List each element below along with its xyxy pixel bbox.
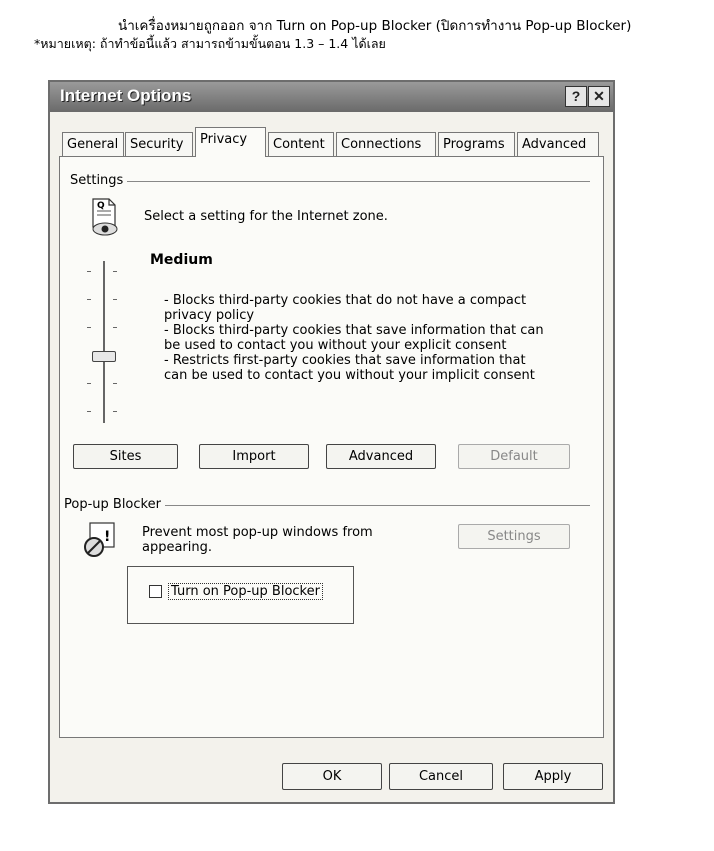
note-caption: *หมายเหตุ: ถ้าทำข้อนี้แล้ว สามารถข้ามขั้นตอน 1.3 – 1.4 ได้เลย	[34, 36, 386, 51]
privacy-desc-line-3: - Blocks third-party cookies that save information that can	[164, 323, 544, 338]
popup-settings-button[interactable]	[458, 524, 570, 549]
tab-programs[interactable]: Programs	[438, 132, 515, 156]
popup-blocker-checkbox-label[interactable]: Turn on Pop-up Blocker	[168, 583, 323, 600]
tab-connections[interactable]: Connections	[336, 132, 436, 156]
default-button[interactable]	[458, 444, 570, 469]
prevent-popups-text-2: appearing.	[142, 540, 213, 555]
popup-group-label: Pop-up Blocker	[64, 497, 165, 512]
privacy-desc-line-4: be used to contact you without your explicit consent	[164, 338, 507, 353]
zone-text: Select a setting for the Internet zone.	[144, 209, 388, 224]
import-button[interactable]	[199, 444, 309, 469]
apply-button[interactable]	[503, 763, 603, 790]
title-bar[interactable]	[50, 82, 613, 112]
ok-button[interactable]	[282, 763, 382, 790]
help-button[interactable]	[565, 86, 587, 107]
popup-divider	[160, 505, 590, 506]
sites-button[interactable]	[73, 444, 178, 469]
svg-text:!: !	[104, 529, 111, 545]
popup-blocker-icon	[82, 521, 118, 563]
cancel-button[interactable]	[389, 763, 493, 790]
advanced-button[interactable]	[326, 444, 436, 469]
import-button-label: Import	[232, 449, 276, 464]
privacy-level-title: Medium	[150, 252, 213, 268]
slider-thumb[interactable]	[92, 351, 116, 362]
tab-security[interactable]: Security	[125, 132, 193, 156]
internet-zone-icon	[87, 197, 121, 241]
privacy-desc-line-5: - Restricts first-party cookies that save information that	[164, 353, 526, 368]
tab-advanced[interactable]: Advanced	[517, 132, 599, 156]
close-button[interactable]	[588, 86, 610, 107]
popup-blocker-highlight-box	[127, 566, 354, 624]
prevent-popups-text-1: Prevent most pop-up windows from	[142, 525, 373, 540]
tab-general[interactable]: General	[62, 132, 124, 156]
internet-options-dialog	[48, 80, 615, 804]
help-icon: ?	[571, 88, 581, 104]
cancel-button-label: Cancel	[418, 769, 464, 784]
instruction-caption: นำเครื่องหมายถูกออก จาก Turn on Pop-up Blocker (ปิดการทำงาน Pop-up Blocker)	[118, 18, 632, 34]
ok-button-label: OK	[322, 769, 342, 784]
svg-text:Q: Q	[97, 201, 105, 211]
settings-divider	[120, 181, 590, 182]
tab-privacy[interactable]: Privacy	[195, 127, 266, 157]
advanced-button-label: Advanced	[348, 449, 414, 464]
close-icon: ✕	[593, 88, 605, 104]
popup-blocker-checkbox[interactable]	[149, 585, 162, 598]
privacy-desc-line-6: can be used to contact you without your implicit consent	[164, 368, 535, 383]
default-button-label: Default	[490, 449, 538, 464]
privacy-panel	[59, 156, 604, 738]
dialog-title: Internet Options	[60, 86, 192, 105]
sites-button-label: Sites	[109, 449, 142, 464]
privacy-desc-line-2: privacy policy	[164, 308, 255, 323]
tab-content[interactable]: Content	[268, 132, 334, 156]
settings-group-label: Settings	[70, 173, 127, 188]
privacy-desc-line-1: - Blocks third-party cookies that do not have a compact	[164, 293, 527, 308]
popup-settings-button-label: Settings	[487, 529, 541, 544]
apply-button-label: Apply	[534, 769, 572, 784]
